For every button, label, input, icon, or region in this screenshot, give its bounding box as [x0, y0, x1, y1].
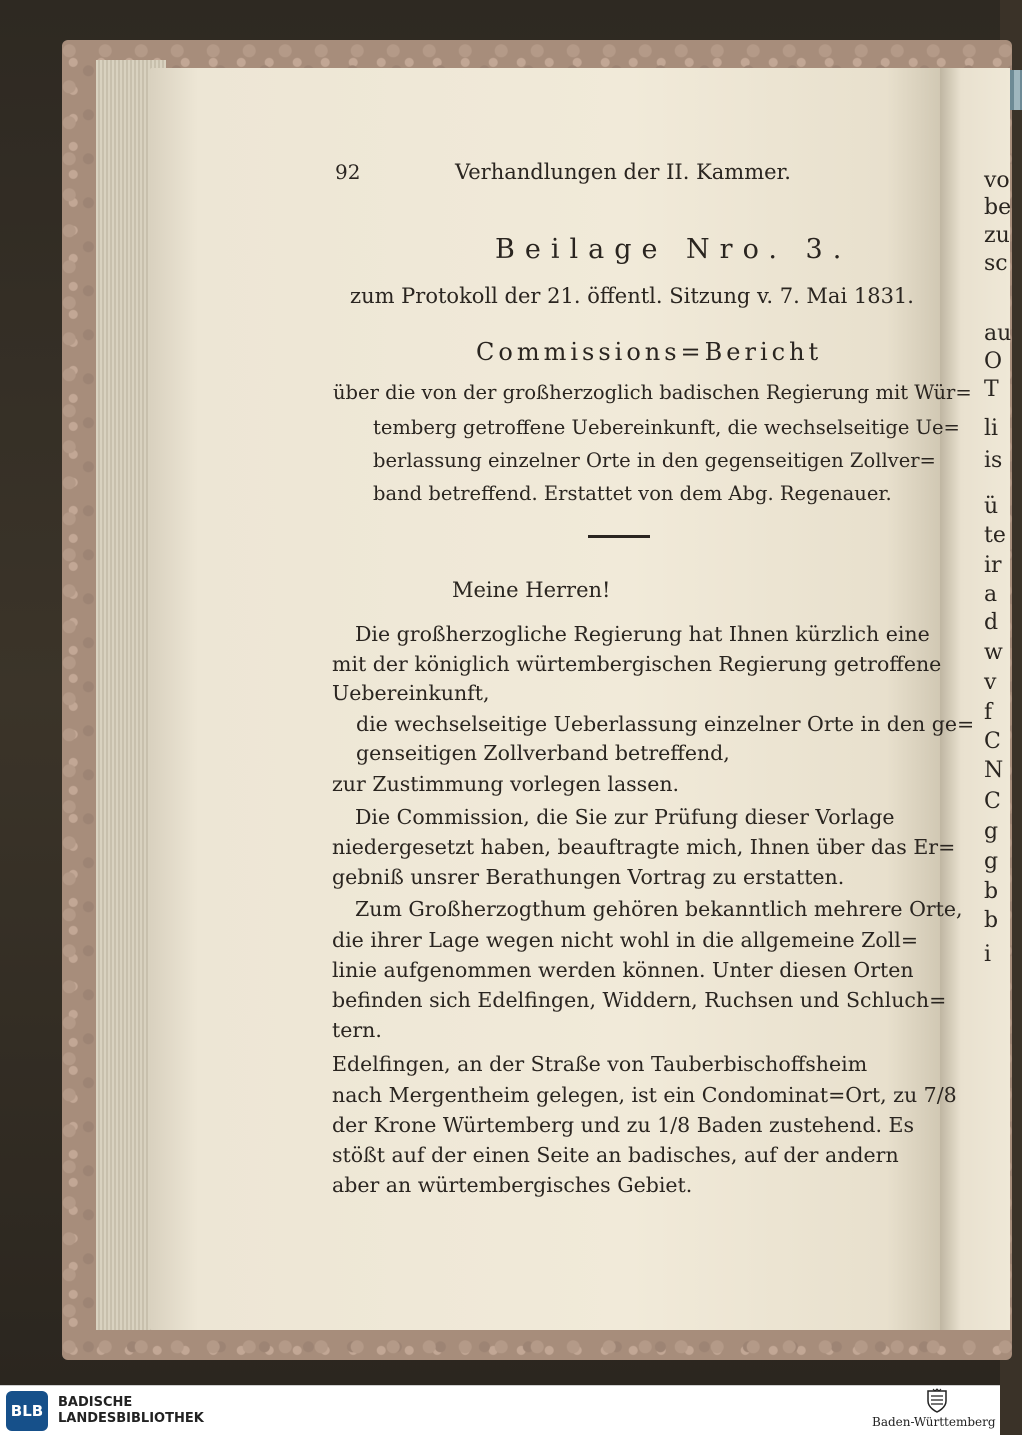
blb-logo[interactable]: BLB	[6, 1391, 48, 1431]
body-line: tern.	[332, 1018, 382, 1042]
next-page-fragment: N	[984, 758, 1004, 783]
body-line: mit der königlich würtembergischen Regierung getroffene	[332, 652, 942, 676]
next-page-fragment: a	[984, 582, 998, 607]
body-line: Die großherzogliche Regierung hat Ihnen kürzlich eine	[355, 622, 930, 646]
summary-line: temberg getroffene Uebereinkunft, die wechselseitige Ue=	[373, 416, 960, 439]
next-page-fragment: O	[984, 349, 1003, 374]
body-line: Uebereinkunft,	[332, 681, 490, 705]
body-line: befinden sich Edelfingen, Widdern, Ruchsen und Schluch=	[332, 988, 947, 1012]
next-page-fragment: sc	[984, 251, 1008, 276]
next-page-fragment: d	[984, 610, 999, 635]
summary-line: über die von der großherzoglich badischen Regierung mit Wür=	[333, 381, 972, 404]
next-page-fragment: i	[984, 942, 992, 967]
next-page-fragment: li	[984, 416, 999, 441]
next-page-fragment: ü	[984, 494, 999, 519]
document-title: Beilage Nro. 3.	[495, 234, 852, 265]
body-line: der Krone Würtemberg und zu 1/8 Baden zustehend. Es	[332, 1113, 915, 1137]
next-page-fragment: ir	[984, 553, 1002, 578]
running-header: Verhandlungen der II. Kammer.	[455, 160, 791, 184]
body-line: stößt auf der einen Seite an badisches, auf der andern	[332, 1143, 899, 1167]
next-page-fragment: b	[984, 908, 999, 933]
next-page-fragment: au	[984, 321, 1012, 346]
next-page-fragment: f	[984, 700, 993, 725]
next-page-fragment: te	[984, 523, 1006, 548]
document-subtitle: zum Protokoll der 21. öffentl. Sitzung v. 7. Mai 1831.	[350, 284, 914, 308]
summary-line: berlassung einzelner Orte in den gegenseitigen Zollver=	[373, 449, 936, 472]
body-line: nach Mergentheim gelegen, ist ein Condominat=Ort, zu 7/8	[332, 1083, 957, 1107]
salutation: Meine Herren!	[452, 578, 611, 602]
next-page-fragment: v	[984, 670, 997, 695]
coat-of-arms-icon	[926, 1388, 948, 1414]
section-heading: Commissions=Bericht	[476, 338, 823, 366]
next-page-fragment: be	[984, 195, 1012, 220]
body-line: zur Zustimmung vorlegen lassen.	[332, 772, 680, 796]
library-name-line2: LANDESBIBLIOTHEK	[58, 1411, 204, 1426]
next-page-fragment: g	[984, 819, 999, 844]
page-number: 92	[335, 160, 361, 184]
body-line: gebniß unsrer Berathungen Vortrag zu erstatten.	[332, 865, 845, 889]
next-page-fragment: C	[984, 789, 1001, 814]
body-line: die ihrer Lage wegen nicht wohl in die allgemeine Zoll=	[332, 928, 919, 952]
library-name[interactable]	[58, 1395, 204, 1427]
next-page-fragment: g	[984, 849, 999, 874]
library-name-line1: BADISCHE	[58, 1395, 133, 1410]
body-line: linie aufgenommen werden können. Unter diesen Orten	[332, 958, 914, 982]
body-line: genseitigen Zollverband betreffend,	[356, 741, 730, 765]
section-divider	[588, 535, 650, 538]
partner-name[interactable]: Baden-Württemberg	[872, 1415, 996, 1429]
body-line: die wechselseitige Ueberlassung einzelner Orte in den ge=	[356, 712, 975, 736]
body-line: Die Commission, die Sie zur Prüfung dieser Vorlage	[355, 805, 895, 829]
footer-bar	[0, 1385, 1000, 1435]
body-line: aber an würtembergisches Gebiet.	[332, 1173, 693, 1197]
next-page-fragment: T	[984, 377, 999, 402]
body-line: Edelfingen, an der Straße von Tauberbischoffsheim	[332, 1052, 868, 1076]
next-page-fragment: b	[984, 879, 999, 904]
body-line: Zum Großherzogthum gehören bekanntlich mehrere Orte,	[355, 897, 963, 921]
next-page-fragment: C	[984, 729, 1001, 754]
summary-line: band betreffend. Erstattet von dem Abg. Regenauer.	[373, 482, 892, 505]
next-page-fragment: w	[984, 640, 1003, 665]
next-page-edge	[940, 68, 1010, 1330]
next-page-fragment: zu	[984, 223, 1010, 248]
next-page-fragment: vo	[984, 168, 1010, 193]
next-page-fragment: is	[984, 448, 1003, 473]
body-line: niedergesetzt haben, beauftragte mich, Ihnen über das Er=	[332, 835, 956, 859]
